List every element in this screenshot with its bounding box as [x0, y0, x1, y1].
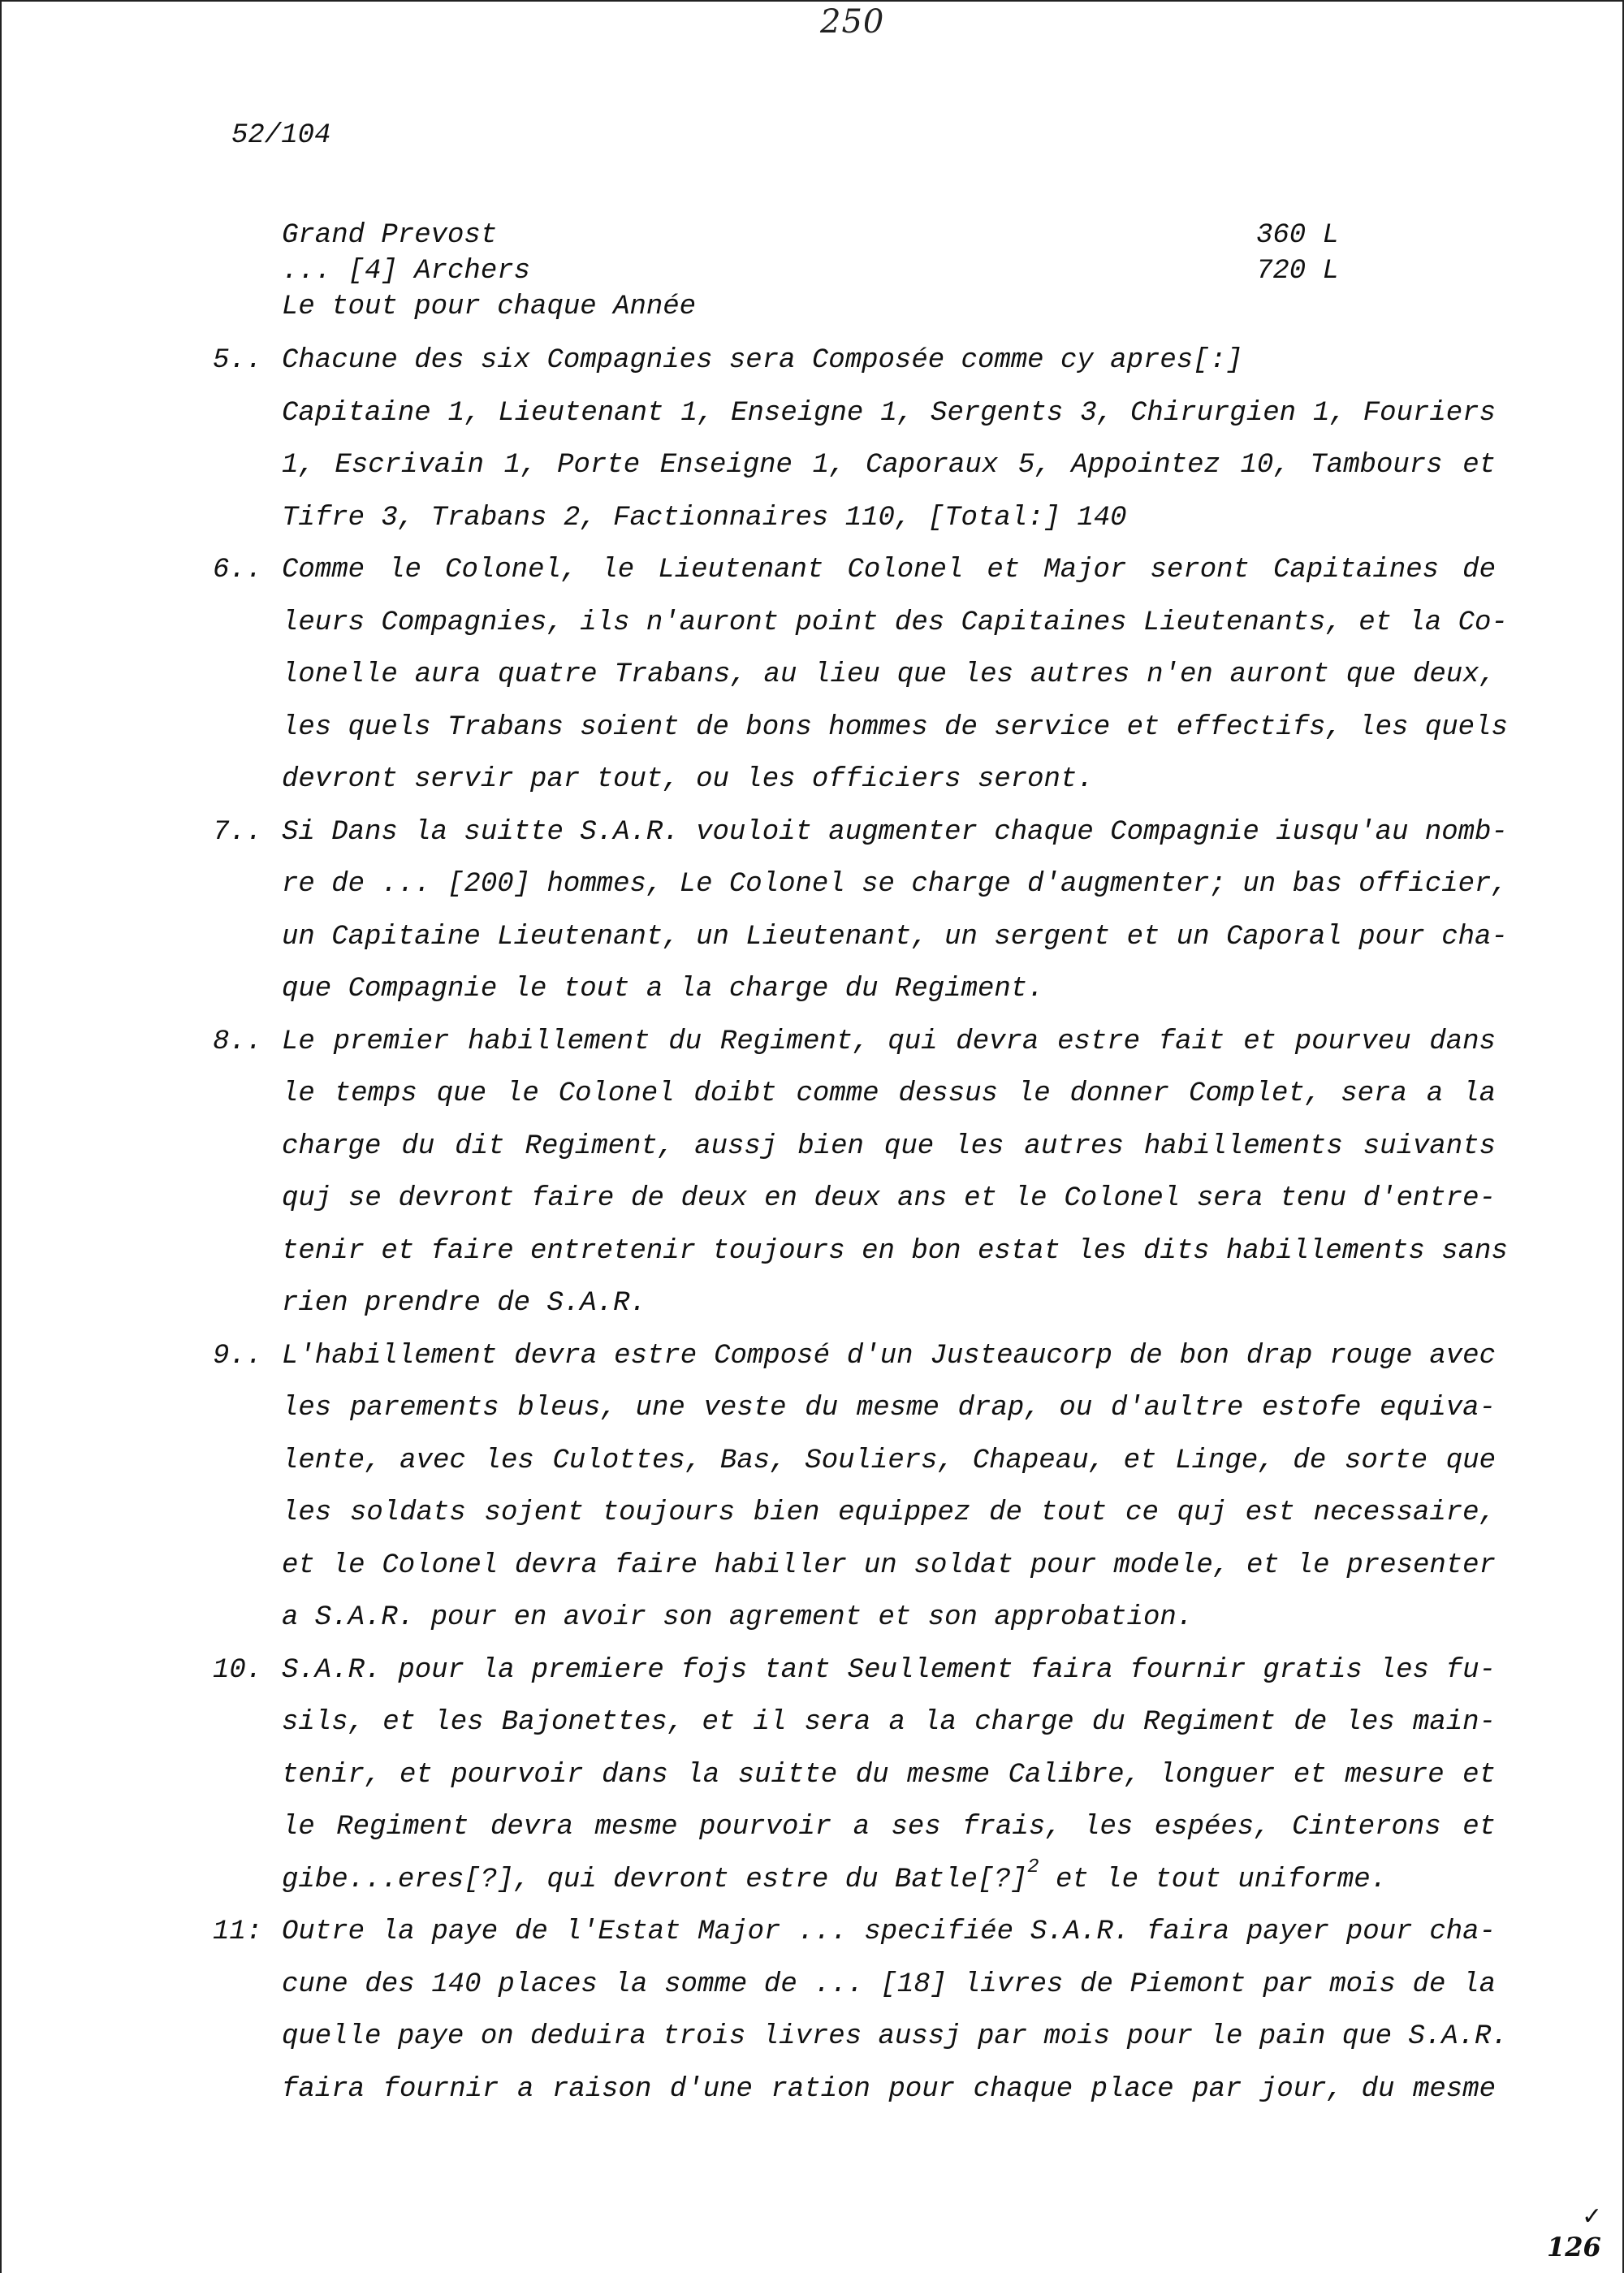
article-line: Le premier habillement du Regiment, qui devra estre fait et pourveu dans	[282, 1026, 1496, 1057]
handwritten-folio-number: 126	[1547, 2232, 1601, 2262]
article-9	[213, 1330, 1496, 1644]
article-number: 8..	[213, 1026, 263, 1057]
table-value: 360 L	[1256, 220, 1340, 251]
table-row	[282, 253, 1370, 289]
footnote-mark: 2	[1027, 1856, 1039, 1878]
article-line: Capitaine 1, Lieutenant 1, Enseigne 1, Sergents 3, Chirurgien 1, Fouriers	[282, 397, 1496, 429]
table-label: Grand Prevost	[282, 220, 498, 251]
page-border-top	[0, 0, 1624, 2]
article-line: que Compagnie le tout a la charge du Regiment.	[282, 974, 1044, 1005]
article-line: les quels Trabans soient de bons hommes de service et effectifs, les quels	[282, 711, 1508, 743]
handwritten-page-number: 250	[820, 3, 885, 41]
article-5	[213, 335, 1496, 544]
article-line: lente, avec les Culottes, Bas, Souliers, Chapeau, et Linge, de sorte que	[282, 1445, 1496, 1476]
article-line: le Regiment devra mesme pourvoir a ses frais, les espées, Cinterons et	[282, 1812, 1496, 1843]
article-number: 7..	[213, 816, 263, 848]
article-line: rien prendre de S.A.R.	[282, 1288, 646, 1319]
article-number: 9..	[213, 1340, 263, 1372]
article-line: un Capitaine Lieutenant, un Lieutenant, un sergent et un Caporal pour cha-	[282, 921, 1508, 953]
article-line: a S.A.R. pour en avoir son agrement et son approbation.	[282, 1602, 1194, 1633]
article-line: Outre la paye de l'Estat Major ... specifiée S.A.R. faira payer pour cha-	[282, 1916, 1496, 1947]
article-number: 10.	[213, 1654, 263, 1686]
article-line: 1, Escrivain 1, Porte Enseigne 1, Caporaux 5, Appointez 10, Tambours et	[282, 450, 1496, 481]
article-line: devront servir par tout, ou les officiers seront.	[282, 764, 1094, 795]
article-11	[213, 1906, 1508, 2115]
article-line-with-footnote	[282, 1854, 1496, 1907]
article-number: 6..	[213, 555, 263, 586]
article-6	[213, 544, 1508, 806]
table-value: 720 L	[1256, 256, 1340, 287]
article-line: les soldats sojent toujours bien equippez de tout ce quj est necessaire,	[282, 1497, 1496, 1528]
article-line: charge du dit Regiment, aussj bien que les autres habillements suivants	[282, 1130, 1496, 1162]
article-line: Comme le Colonel, le Lieutenant Colonel et Major seront Capitaines de	[282, 555, 1496, 586]
article-line: Si Dans la suitte S.A.R. vouloit augmenter chaque Compagnie iusqu'au nomb-	[282, 816, 1508, 848]
article-list	[213, 335, 1508, 2115]
salary-table	[282, 218, 1370, 325]
checkmark-icon: ✓	[1582, 2202, 1603, 2231]
article-line: faira fournir a raison d'une ration pour chaque place par jour, du mesme	[282, 2073, 1496, 2105]
article-7	[213, 806, 1508, 1016]
article-line: lonelle aura quatre Trabans, au lieu que les autres n'en auront que deux,	[282, 659, 1496, 690]
article-line: et le Colonel devra faire habiller un soldat pour modele, et le presenter	[282, 1549, 1496, 1581]
article-line: quj se devront faire de deux en deux ans et le Colonel sera tenu d'entre-	[282, 1183, 1496, 1214]
article-line: sils, et les Bajonettes, et il sera a la charge du Regiment de les main-	[282, 1707, 1496, 1738]
article-line: S.A.R. pour la premiere fojs tant Seullement faira fournir gratis les fu-	[282, 1654, 1496, 1686]
page-border-left	[0, 0, 2, 2273]
article-line: cune des 140 places la somme de ... [18] livres de Piemont par mois de la	[282, 1968, 1496, 2000]
article-line-text: et le tout uniforme.	[1039, 1864, 1388, 1895]
article-line: le temps que le Colonel doibt comme dessus le donner Complet, sera a la	[282, 1078, 1496, 1109]
article-line-text: gibe...eres[?], qui devront estre du Batle[?]	[282, 1864, 1028, 1895]
article-line: les parements bleus, une veste du mesme drap, ou d'aultre estofe equiva-	[282, 1393, 1496, 1424]
article-line: L'habillement devra estre Composé d'un Justeaucorp de bon drap rouge avec	[282, 1340, 1496, 1372]
article-8	[213, 1016, 1508, 1330]
page-reference: 52/104	[231, 120, 331, 151]
article-10	[213, 1644, 1496, 1907]
article-line: Chacune des six Compagnies sera Composée comme cy apres[:]	[282, 345, 1243, 376]
article-number: 11:	[213, 1916, 263, 1947]
table-note: Le tout pour chaque Année	[282, 292, 697, 322]
article-number: 5..	[213, 345, 263, 376]
table-label: ... [4] Archers	[282, 256, 531, 287]
article-line: tenir et faire entretenir toujours en bon estat les dits habillements sans	[282, 1235, 1508, 1267]
article-line: Tifre 3, Trabans 2, Factionnaires 110, [Total:] 140	[282, 502, 1127, 534]
table-row	[282, 218, 1370, 253]
article-line: tenir, et pourvoir dans la suitte du mesme Calibre, longuer et mesure et	[282, 1759, 1496, 1791]
article-line: re de ... [200] hommes, Le Colonel se charge d'augmenter; un bas officier,	[282, 869, 1508, 900]
article-line: leurs Compagnies, ils n'auront point des Capitaines Lieutenants, et la Co-	[282, 607, 1508, 638]
article-line: quelle paye on deduira trois livres aussj par mois pour le pain que S.A.R.	[282, 2021, 1508, 2052]
